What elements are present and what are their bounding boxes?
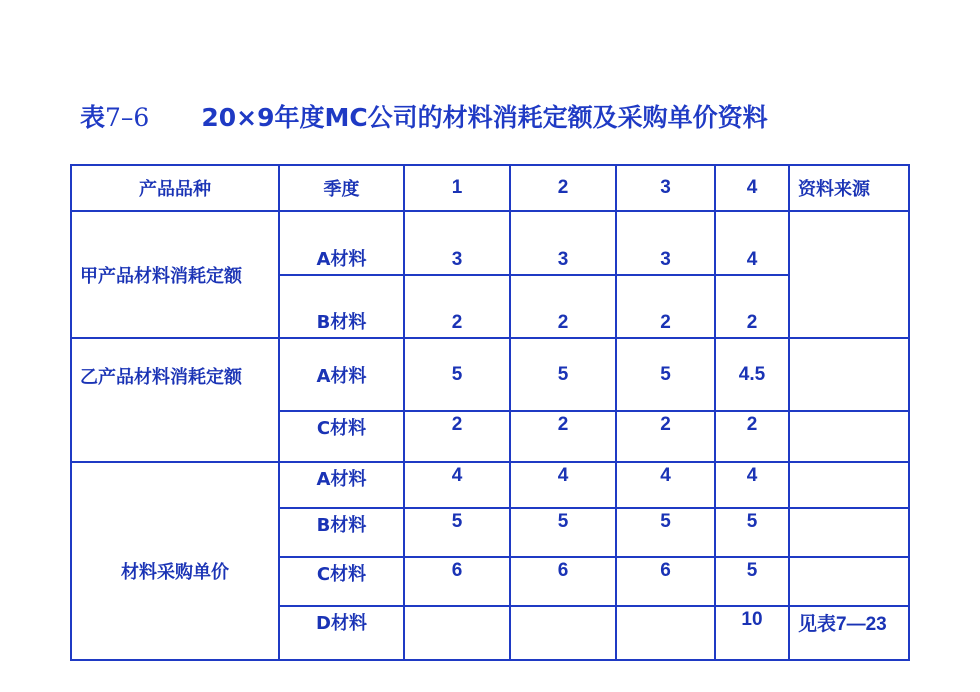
table-row (71, 338, 909, 411)
value-cell: 5 (616, 508, 715, 557)
header-row (71, 165, 909, 211)
value-cell: 4 (510, 462, 616, 508)
source-cell (789, 557, 909, 606)
material-cell: A材料 (279, 462, 404, 508)
material-cell: B材料 (279, 275, 404, 338)
value-cell: 10 (715, 606, 789, 660)
material-table (70, 164, 910, 661)
title-prefix: 表 (80, 103, 106, 132)
value-cell: 3 (616, 211, 715, 275)
value-cell: 2 (715, 275, 789, 338)
value-cell: 3 (510, 211, 616, 275)
table-row (71, 462, 909, 508)
header-quarter: 季度 (279, 165, 404, 211)
source-cell (789, 508, 909, 557)
page-title (80, 98, 768, 134)
group-label-price: 材料采购单价 (71, 462, 279, 660)
value-cell: 2 (616, 275, 715, 338)
header-q3: 3 (616, 165, 715, 211)
group-label-jia: 甲产品材料消耗定额 (71, 211, 279, 338)
value-cell: 4 (715, 462, 789, 508)
group-label-yi: 乙产品材料消耗定额 (71, 338, 279, 462)
value-cell (616, 606, 715, 660)
value-cell: 5 (715, 508, 789, 557)
material-cell: C材料 (279, 557, 404, 606)
value-cell: 4 (616, 462, 715, 508)
value-cell (510, 606, 616, 660)
header-q4: 4 (715, 165, 789, 211)
value-cell: 2 (510, 411, 616, 462)
source-cell (789, 462, 909, 508)
material-cell: A材料 (279, 338, 404, 411)
value-cell: 5 (616, 338, 715, 411)
value-cell: 4 (404, 462, 510, 508)
value-cell: 2 (404, 275, 510, 338)
material-cell: D材料 (279, 606, 404, 660)
value-cell: 2 (404, 411, 510, 462)
source-cell (789, 211, 909, 338)
material-cell: A材料 (279, 211, 404, 275)
title-text: 20×9年度MC公司的材料消耗定额及采购单价资料 (201, 103, 768, 132)
material-cell: B材料 (279, 508, 404, 557)
source-cell (789, 411, 909, 462)
table-row (71, 211, 909, 275)
value-cell: 2 (510, 275, 616, 338)
header-source: 资料来源 (789, 165, 909, 211)
value-cell: 5 (715, 557, 789, 606)
value-cell: 6 (616, 557, 715, 606)
value-cell: 4.5 (715, 338, 789, 411)
value-cell: 2 (715, 411, 789, 462)
material-cell: C材料 (279, 411, 404, 462)
title-number: 7–6 (105, 103, 150, 132)
header-q1: 1 (404, 165, 510, 211)
value-cell (404, 606, 510, 660)
header-q2: 2 (510, 165, 616, 211)
value-cell: 3 (404, 211, 510, 275)
header-product: 产品品种 (71, 165, 279, 211)
value-cell: 4 (715, 211, 789, 275)
source-cell: 见表7—23 (789, 606, 909, 660)
value-cell: 5 (404, 338, 510, 411)
value-cell: 2 (616, 411, 715, 462)
value-cell: 5 (404, 508, 510, 557)
value-cell: 6 (510, 557, 616, 606)
value-cell: 6 (404, 557, 510, 606)
source-cell (789, 338, 909, 411)
value-cell: 5 (510, 508, 616, 557)
value-cell: 5 (510, 338, 616, 411)
